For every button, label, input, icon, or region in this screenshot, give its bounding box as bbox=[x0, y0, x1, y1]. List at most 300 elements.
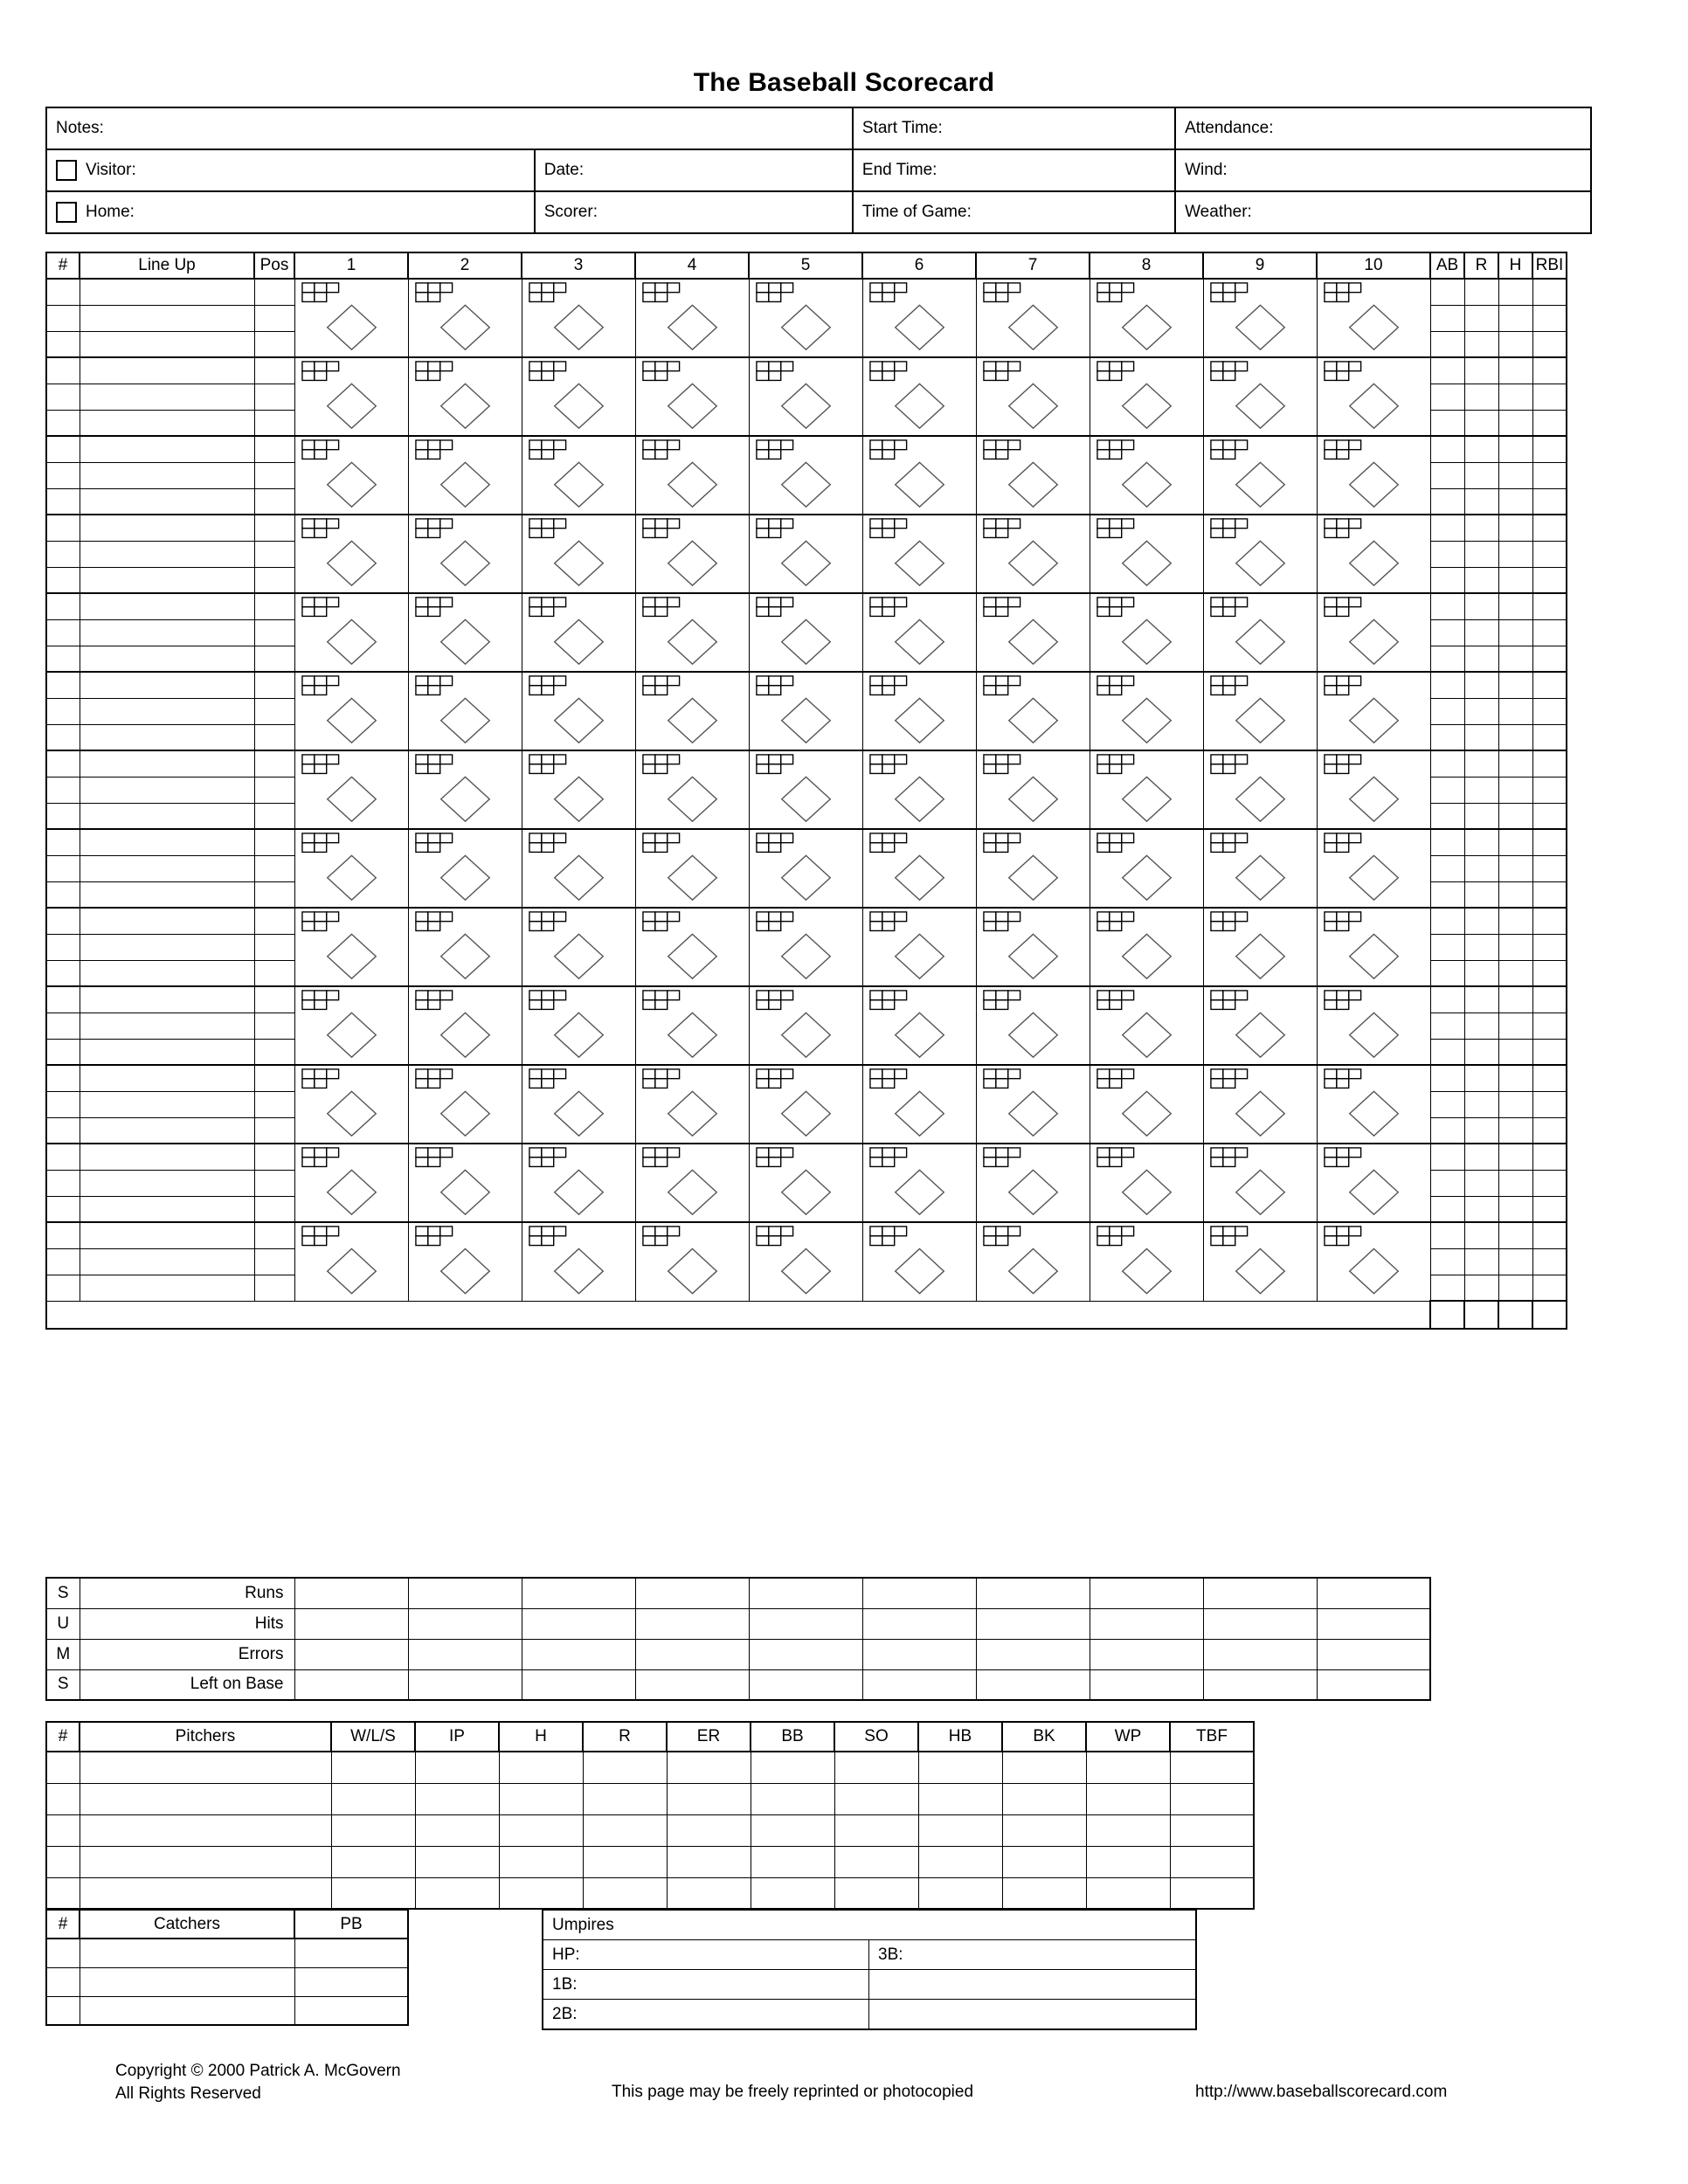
player-stat-cell[interactable] bbox=[1430, 462, 1464, 488]
inning-cell[interactable] bbox=[294, 515, 408, 593]
catchers-cell[interactable] bbox=[294, 1939, 408, 1967]
lineup-pos-cell[interactable] bbox=[254, 750, 294, 777]
pitchers-cell[interactable] bbox=[1170, 1877, 1254, 1909]
lineup-number-cell[interactable] bbox=[46, 960, 80, 986]
inning-cell[interactable] bbox=[522, 986, 635, 1065]
lineup-number-cell[interactable] bbox=[46, 1013, 80, 1039]
player-stat-cell[interactable] bbox=[1498, 986, 1532, 1013]
sums-value-cell[interactable] bbox=[749, 1639, 862, 1669]
pitchers-cell[interactable] bbox=[46, 1783, 80, 1814]
player-stat-cell[interactable] bbox=[1532, 384, 1567, 410]
player-stat-cell[interactable] bbox=[1498, 384, 1532, 410]
pitchers-cell[interactable] bbox=[1086, 1877, 1170, 1909]
player-stat-cell[interactable] bbox=[1498, 593, 1532, 619]
lineup-name-cell[interactable] bbox=[80, 1039, 254, 1065]
inning-cell[interactable] bbox=[408, 279, 522, 357]
inning-cell[interactable] bbox=[1090, 829, 1203, 908]
lineup-number-cell[interactable] bbox=[46, 619, 80, 646]
team-total-cell[interactable] bbox=[1464, 1301, 1498, 1329]
pitchers-cell[interactable] bbox=[80, 1877, 331, 1909]
lineup-name-cell[interactable] bbox=[80, 750, 254, 777]
lineup-name-cell[interactable] bbox=[80, 619, 254, 646]
lineup-number-cell[interactable] bbox=[46, 541, 80, 567]
inning-cell[interactable] bbox=[294, 986, 408, 1065]
inning-cell[interactable] bbox=[635, 593, 749, 672]
inning-cell[interactable] bbox=[1203, 672, 1317, 750]
pitchers-cell[interactable] bbox=[1086, 1783, 1170, 1814]
lineup-number-cell[interactable] bbox=[46, 1196, 80, 1222]
player-stat-cell[interactable] bbox=[1532, 1170, 1567, 1196]
player-stat-cell[interactable] bbox=[1464, 1091, 1498, 1117]
player-stat-cell[interactable] bbox=[1532, 619, 1567, 646]
lineup-number-cell[interactable] bbox=[46, 672, 80, 698]
player-stat-cell[interactable] bbox=[1464, 619, 1498, 646]
lineup-number-cell[interactable] bbox=[46, 1039, 80, 1065]
inning-cell[interactable] bbox=[522, 750, 635, 829]
sums-value-cell[interactable] bbox=[1203, 1578, 1317, 1608]
lineup-number-cell[interactable] bbox=[46, 357, 80, 384]
player-stat-cell[interactable] bbox=[1532, 881, 1567, 908]
pitchers-cell[interactable] bbox=[918, 1783, 1002, 1814]
player-stat-cell[interactable] bbox=[1430, 541, 1464, 567]
notes-field[interactable] bbox=[47, 108, 854, 149]
catchers-cell[interactable] bbox=[294, 1996, 408, 2025]
lineup-name-cell[interactable] bbox=[80, 1222, 254, 1248]
lineup-pos-cell[interactable] bbox=[254, 1275, 294, 1301]
lineup-pos-cell[interactable] bbox=[254, 357, 294, 384]
inning-cell[interactable] bbox=[408, 750, 522, 829]
sums-value-cell[interactable] bbox=[522, 1669, 635, 1700]
inning-cell[interactable] bbox=[522, 593, 635, 672]
player-stat-cell[interactable] bbox=[1498, 672, 1532, 698]
player-stat-cell[interactable] bbox=[1430, 1275, 1464, 1301]
lineup-pos-cell[interactable] bbox=[254, 777, 294, 803]
inning-cell[interactable] bbox=[522, 829, 635, 908]
lineup-number-cell[interactable] bbox=[46, 1065, 80, 1091]
catchers-cell[interactable] bbox=[294, 1967, 408, 1996]
inning-cell[interactable] bbox=[1203, 279, 1317, 357]
pitchers-cell[interactable] bbox=[834, 1783, 918, 1814]
player-stat-cell[interactable] bbox=[1430, 515, 1464, 541]
player-stat-cell[interactable] bbox=[1498, 305, 1532, 331]
umpire-hp-field[interactable] bbox=[543, 1940, 869, 1969]
pitchers-cell[interactable] bbox=[499, 1752, 583, 1783]
lineup-pos-cell[interactable] bbox=[254, 698, 294, 724]
player-stat-cell[interactable] bbox=[1464, 1013, 1498, 1039]
player-stat-cell[interactable] bbox=[1430, 1248, 1464, 1275]
lineup-pos-cell[interactable] bbox=[254, 619, 294, 646]
player-stat-cell[interactable] bbox=[1464, 488, 1498, 515]
player-stat-cell[interactable] bbox=[1498, 436, 1532, 462]
lineup-name-cell[interactable] bbox=[80, 488, 254, 515]
home-checkbox[interactable] bbox=[56, 202, 77, 223]
player-stat-cell[interactable] bbox=[1430, 1117, 1464, 1144]
player-stat-cell[interactable] bbox=[1532, 279, 1567, 305]
inning-cell[interactable] bbox=[408, 515, 522, 593]
player-stat-cell[interactable] bbox=[1532, 462, 1567, 488]
player-stat-cell[interactable] bbox=[1430, 881, 1464, 908]
start-time-field[interactable] bbox=[854, 108, 1176, 149]
pitchers-cell[interactable] bbox=[667, 1752, 751, 1783]
player-stat-cell[interactable] bbox=[1464, 1196, 1498, 1222]
sums-value-cell[interactable] bbox=[635, 1669, 749, 1700]
player-stat-cell[interactable] bbox=[1464, 750, 1498, 777]
player-stat-cell[interactable] bbox=[1430, 1222, 1464, 1248]
lineup-name-cell[interactable] bbox=[80, 829, 254, 855]
inning-cell[interactable] bbox=[862, 908, 976, 986]
inning-cell[interactable] bbox=[976, 593, 1090, 672]
player-stat-cell[interactable] bbox=[1498, 750, 1532, 777]
lineup-number-cell[interactable] bbox=[46, 908, 80, 934]
lineup-name-cell[interactable] bbox=[80, 777, 254, 803]
player-stat-cell[interactable] bbox=[1464, 384, 1498, 410]
lineup-pos-cell[interactable] bbox=[254, 1222, 294, 1248]
player-stat-cell[interactable] bbox=[1430, 750, 1464, 777]
pitchers-cell[interactable] bbox=[583, 1814, 667, 1846]
catchers-cell[interactable] bbox=[46, 1996, 80, 2025]
player-stat-cell[interactable] bbox=[1430, 646, 1464, 672]
inning-cell[interactable] bbox=[294, 1065, 408, 1144]
inning-cell[interactable] bbox=[294, 593, 408, 672]
lineup-number-cell[interactable] bbox=[46, 593, 80, 619]
catchers-cell[interactable] bbox=[46, 1967, 80, 1996]
lineup-pos-cell[interactable] bbox=[254, 1170, 294, 1196]
sums-value-cell[interactable] bbox=[408, 1608, 522, 1639]
inning-cell[interactable] bbox=[976, 515, 1090, 593]
inning-cell[interactable] bbox=[862, 829, 976, 908]
inning-cell[interactable] bbox=[1090, 1144, 1203, 1222]
inning-cell[interactable] bbox=[749, 672, 862, 750]
player-stat-cell[interactable] bbox=[1498, 331, 1532, 357]
lineup-pos-cell[interactable] bbox=[254, 986, 294, 1013]
player-stat-cell[interactable] bbox=[1464, 357, 1498, 384]
lineup-number-cell[interactable] bbox=[46, 1091, 80, 1117]
inning-cell[interactable] bbox=[749, 1222, 862, 1301]
pitchers-cell[interactable] bbox=[499, 1846, 583, 1877]
lineup-number-cell[interactable] bbox=[46, 436, 80, 462]
lineup-number-cell[interactable] bbox=[46, 1248, 80, 1275]
inning-cell[interactable] bbox=[1203, 750, 1317, 829]
umpire-1b-field[interactable] bbox=[543, 1970, 869, 1999]
inning-cell[interactable] bbox=[862, 750, 976, 829]
lineup-pos-cell[interactable] bbox=[254, 829, 294, 855]
player-stat-cell[interactable] bbox=[1430, 960, 1464, 986]
lineup-name-cell[interactable] bbox=[80, 567, 254, 593]
player-stat-cell[interactable] bbox=[1498, 1222, 1532, 1248]
lineup-name-cell[interactable] bbox=[80, 672, 254, 698]
sums-value-cell[interactable] bbox=[1203, 1639, 1317, 1669]
inning-cell[interactable] bbox=[635, 829, 749, 908]
catchers-cell[interactable] bbox=[80, 1996, 294, 2025]
player-stat-cell[interactable] bbox=[1498, 698, 1532, 724]
lineup-pos-cell[interactable] bbox=[254, 384, 294, 410]
inning-cell[interactable] bbox=[635, 515, 749, 593]
inning-cell[interactable] bbox=[294, 672, 408, 750]
lineup-number-cell[interactable] bbox=[46, 384, 80, 410]
player-stat-cell[interactable] bbox=[1464, 908, 1498, 934]
sums-value-cell[interactable] bbox=[1317, 1608, 1430, 1639]
inning-cell[interactable] bbox=[1203, 908, 1317, 986]
player-stat-cell[interactable] bbox=[1464, 960, 1498, 986]
lineup-pos-cell[interactable] bbox=[254, 1039, 294, 1065]
player-stat-cell[interactable] bbox=[1430, 672, 1464, 698]
inning-cell[interactable] bbox=[635, 1065, 749, 1144]
lineup-name-cell[interactable] bbox=[80, 515, 254, 541]
pitchers-cell[interactable] bbox=[1002, 1846, 1086, 1877]
inning-cell[interactable] bbox=[1317, 829, 1430, 908]
lineup-number-cell[interactable] bbox=[46, 803, 80, 829]
inning-cell[interactable] bbox=[1317, 357, 1430, 436]
pitchers-cell[interactable] bbox=[1170, 1846, 1254, 1877]
player-stat-cell[interactable] bbox=[1498, 724, 1532, 750]
inning-cell[interactable] bbox=[749, 829, 862, 908]
inning-cell[interactable] bbox=[635, 672, 749, 750]
lineup-number-cell[interactable] bbox=[46, 646, 80, 672]
team-total-cell[interactable] bbox=[1498, 1301, 1532, 1329]
inning-cell[interactable] bbox=[976, 908, 1090, 986]
player-stat-cell[interactable] bbox=[1464, 1222, 1498, 1248]
player-stat-cell[interactable] bbox=[1464, 305, 1498, 331]
lineup-number-cell[interactable] bbox=[46, 698, 80, 724]
footer-url[interactable]: http://www.baseballscorecard.com bbox=[1195, 2083, 1448, 2101]
team-total-cell[interactable] bbox=[1532, 1301, 1567, 1329]
player-stat-cell[interactable] bbox=[1532, 593, 1567, 619]
player-stat-cell[interactable] bbox=[1430, 1091, 1464, 1117]
lineup-number-cell[interactable] bbox=[46, 986, 80, 1013]
inning-cell[interactable] bbox=[1317, 1222, 1430, 1301]
pitchers-cell[interactable] bbox=[1002, 1877, 1086, 1909]
inning-cell[interactable] bbox=[1317, 436, 1430, 515]
pitchers-cell[interactable] bbox=[1170, 1814, 1254, 1846]
lineup-name-cell[interactable] bbox=[80, 384, 254, 410]
player-stat-cell[interactable] bbox=[1498, 1170, 1532, 1196]
lineup-pos-cell[interactable] bbox=[254, 672, 294, 698]
inning-cell[interactable] bbox=[862, 1065, 976, 1144]
sums-value-cell[interactable] bbox=[408, 1578, 522, 1608]
player-stat-cell[interactable] bbox=[1532, 1248, 1567, 1275]
player-stat-cell[interactable] bbox=[1532, 1013, 1567, 1039]
player-stat-cell[interactable] bbox=[1464, 803, 1498, 829]
inning-cell[interactable] bbox=[408, 1222, 522, 1301]
sums-value-cell[interactable] bbox=[976, 1578, 1090, 1608]
weather-field[interactable] bbox=[1176, 192, 1590, 232]
pitchers-cell[interactable] bbox=[415, 1752, 499, 1783]
player-stat-cell[interactable] bbox=[1532, 357, 1567, 384]
player-stat-cell[interactable] bbox=[1464, 1117, 1498, 1144]
player-stat-cell[interactable] bbox=[1430, 384, 1464, 410]
pitchers-cell[interactable] bbox=[918, 1846, 1002, 1877]
pitchers-cell[interactable] bbox=[1002, 1814, 1086, 1846]
player-stat-cell[interactable] bbox=[1430, 1170, 1464, 1196]
inning-cell[interactable] bbox=[1203, 829, 1317, 908]
player-stat-cell[interactable] bbox=[1430, 436, 1464, 462]
inning-cell[interactable] bbox=[1317, 672, 1430, 750]
pitchers-cell[interactable] bbox=[499, 1877, 583, 1909]
pitchers-cell[interactable] bbox=[1002, 1752, 1086, 1783]
sums-value-cell[interactable] bbox=[294, 1608, 408, 1639]
player-stat-cell[interactable] bbox=[1430, 777, 1464, 803]
lineup-pos-cell[interactable] bbox=[254, 1013, 294, 1039]
lineup-pos-cell[interactable] bbox=[254, 724, 294, 750]
lineup-pos-cell[interactable] bbox=[254, 567, 294, 593]
lineup-pos-cell[interactable] bbox=[254, 934, 294, 960]
lineup-pos-cell[interactable] bbox=[254, 1091, 294, 1117]
inning-cell[interactable] bbox=[635, 1144, 749, 1222]
player-stat-cell[interactable] bbox=[1532, 1222, 1567, 1248]
player-stat-cell[interactable] bbox=[1498, 1196, 1532, 1222]
lineup-pos-cell[interactable] bbox=[254, 803, 294, 829]
lineup-number-cell[interactable] bbox=[46, 829, 80, 855]
player-stat-cell[interactable] bbox=[1464, 1065, 1498, 1091]
sums-value-cell[interactable] bbox=[1203, 1608, 1317, 1639]
player-stat-cell[interactable] bbox=[1430, 488, 1464, 515]
lineup-number-cell[interactable] bbox=[46, 1144, 80, 1170]
lineup-pos-cell[interactable] bbox=[254, 1144, 294, 1170]
player-stat-cell[interactable] bbox=[1464, 1170, 1498, 1196]
inning-cell[interactable] bbox=[862, 515, 976, 593]
sums-value-cell[interactable] bbox=[976, 1669, 1090, 1700]
player-stat-cell[interactable] bbox=[1498, 803, 1532, 829]
player-stat-cell[interactable] bbox=[1532, 1065, 1567, 1091]
lineup-name-cell[interactable] bbox=[80, 855, 254, 881]
inning-cell[interactable] bbox=[522, 908, 635, 986]
lineup-name-cell[interactable] bbox=[80, 1117, 254, 1144]
player-stat-cell[interactable] bbox=[1464, 724, 1498, 750]
player-stat-cell[interactable] bbox=[1532, 960, 1567, 986]
player-stat-cell[interactable] bbox=[1430, 619, 1464, 646]
player-stat-cell[interactable] bbox=[1464, 646, 1498, 672]
pitchers-cell[interactable] bbox=[1086, 1846, 1170, 1877]
sums-value-cell[interactable] bbox=[294, 1669, 408, 1700]
lineup-pos-cell[interactable] bbox=[254, 488, 294, 515]
lineup-name-cell[interactable] bbox=[80, 1144, 254, 1170]
inning-cell[interactable] bbox=[522, 436, 635, 515]
sums-value-cell[interactable] bbox=[1203, 1669, 1317, 1700]
inning-cell[interactable] bbox=[408, 829, 522, 908]
sums-value-cell[interactable] bbox=[1090, 1578, 1203, 1608]
player-stat-cell[interactable] bbox=[1498, 410, 1532, 436]
inning-cell[interactable] bbox=[749, 357, 862, 436]
inning-cell[interactable] bbox=[976, 1065, 1090, 1144]
inning-cell[interactable] bbox=[749, 986, 862, 1065]
sums-value-cell[interactable] bbox=[862, 1608, 976, 1639]
player-stat-cell[interactable] bbox=[1498, 829, 1532, 855]
inning-cell[interactable] bbox=[1090, 672, 1203, 750]
inning-cell[interactable] bbox=[408, 986, 522, 1065]
inning-cell[interactable] bbox=[1203, 986, 1317, 1065]
player-stat-cell[interactable] bbox=[1498, 1117, 1532, 1144]
inning-cell[interactable] bbox=[749, 593, 862, 672]
inning-cell[interactable] bbox=[749, 1144, 862, 1222]
inning-cell[interactable] bbox=[1203, 1065, 1317, 1144]
inning-cell[interactable] bbox=[408, 357, 522, 436]
lineup-number-cell[interactable] bbox=[46, 331, 80, 357]
player-stat-cell[interactable] bbox=[1464, 1039, 1498, 1065]
pitchers-cell[interactable] bbox=[1086, 1752, 1170, 1783]
player-stat-cell[interactable] bbox=[1498, 515, 1532, 541]
player-stat-cell[interactable] bbox=[1498, 1091, 1532, 1117]
sums-value-cell[interactable] bbox=[294, 1578, 408, 1608]
inning-cell[interactable] bbox=[862, 672, 976, 750]
lineup-pos-cell[interactable] bbox=[254, 436, 294, 462]
player-stat-cell[interactable] bbox=[1464, 881, 1498, 908]
inning-cell[interactable] bbox=[408, 1144, 522, 1222]
inning-cell[interactable] bbox=[976, 1222, 1090, 1301]
lineup-name-cell[interactable] bbox=[80, 646, 254, 672]
player-stat-cell[interactable] bbox=[1464, 1144, 1498, 1170]
player-stat-cell[interactable] bbox=[1464, 410, 1498, 436]
inning-cell[interactable] bbox=[1090, 357, 1203, 436]
player-stat-cell[interactable] bbox=[1532, 1144, 1567, 1170]
inning-cell[interactable] bbox=[522, 1065, 635, 1144]
inning-cell[interactable] bbox=[522, 672, 635, 750]
player-stat-cell[interactable] bbox=[1464, 515, 1498, 541]
inning-cell[interactable] bbox=[1317, 750, 1430, 829]
player-stat-cell[interactable] bbox=[1430, 593, 1464, 619]
player-stat-cell[interactable] bbox=[1464, 541, 1498, 567]
lineup-pos-cell[interactable] bbox=[254, 1196, 294, 1222]
player-stat-cell[interactable] bbox=[1430, 855, 1464, 881]
sums-value-cell[interactable] bbox=[522, 1639, 635, 1669]
sums-value-cell[interactable] bbox=[749, 1669, 862, 1700]
inning-cell[interactable] bbox=[976, 672, 1090, 750]
player-stat-cell[interactable] bbox=[1498, 279, 1532, 305]
player-stat-cell[interactable] bbox=[1532, 908, 1567, 934]
inning-cell[interactable] bbox=[294, 357, 408, 436]
inning-cell[interactable] bbox=[294, 1144, 408, 1222]
player-stat-cell[interactable] bbox=[1430, 934, 1464, 960]
lineup-name-cell[interactable] bbox=[80, 1275, 254, 1301]
lineup-number-cell[interactable] bbox=[46, 515, 80, 541]
player-stat-cell[interactable] bbox=[1532, 1039, 1567, 1065]
player-stat-cell[interactable] bbox=[1532, 698, 1567, 724]
sums-value-cell[interactable] bbox=[749, 1578, 862, 1608]
pitchers-cell[interactable] bbox=[331, 1783, 415, 1814]
lineup-name-cell[interactable] bbox=[80, 462, 254, 488]
inning-cell[interactable] bbox=[408, 593, 522, 672]
lineup-number-cell[interactable] bbox=[46, 934, 80, 960]
player-stat-cell[interactable] bbox=[1532, 410, 1567, 436]
player-stat-cell[interactable] bbox=[1464, 462, 1498, 488]
player-stat-cell[interactable] bbox=[1498, 619, 1532, 646]
inning-cell[interactable] bbox=[862, 357, 976, 436]
lineup-pos-cell[interactable] bbox=[254, 593, 294, 619]
inning-cell[interactable] bbox=[635, 1222, 749, 1301]
lineup-name-cell[interactable] bbox=[80, 1196, 254, 1222]
player-stat-cell[interactable] bbox=[1464, 1275, 1498, 1301]
lineup-name-cell[interactable] bbox=[80, 279, 254, 305]
player-stat-cell[interactable] bbox=[1532, 1275, 1567, 1301]
lineup-pos-cell[interactable] bbox=[254, 1117, 294, 1144]
lineup-pos-cell[interactable] bbox=[254, 1248, 294, 1275]
inning-cell[interactable] bbox=[408, 672, 522, 750]
lineup-number-cell[interactable] bbox=[46, 1170, 80, 1196]
pitchers-cell[interactable] bbox=[583, 1783, 667, 1814]
inning-cell[interactable] bbox=[1317, 1065, 1430, 1144]
player-stat-cell[interactable] bbox=[1430, 1039, 1464, 1065]
catchers-cell[interactable] bbox=[80, 1967, 294, 1996]
lineup-name-cell[interactable] bbox=[80, 1065, 254, 1091]
lineup-pos-cell[interactable] bbox=[254, 855, 294, 881]
lineup-name-cell[interactable] bbox=[80, 960, 254, 986]
inning-cell[interactable] bbox=[294, 908, 408, 986]
visitor-checkbox[interactable] bbox=[56, 160, 77, 181]
lineup-name-cell[interactable] bbox=[80, 436, 254, 462]
player-stat-cell[interactable] bbox=[1532, 436, 1567, 462]
inning-cell[interactable] bbox=[862, 593, 976, 672]
player-stat-cell[interactable] bbox=[1532, 986, 1567, 1013]
player-stat-cell[interactable] bbox=[1430, 1013, 1464, 1039]
